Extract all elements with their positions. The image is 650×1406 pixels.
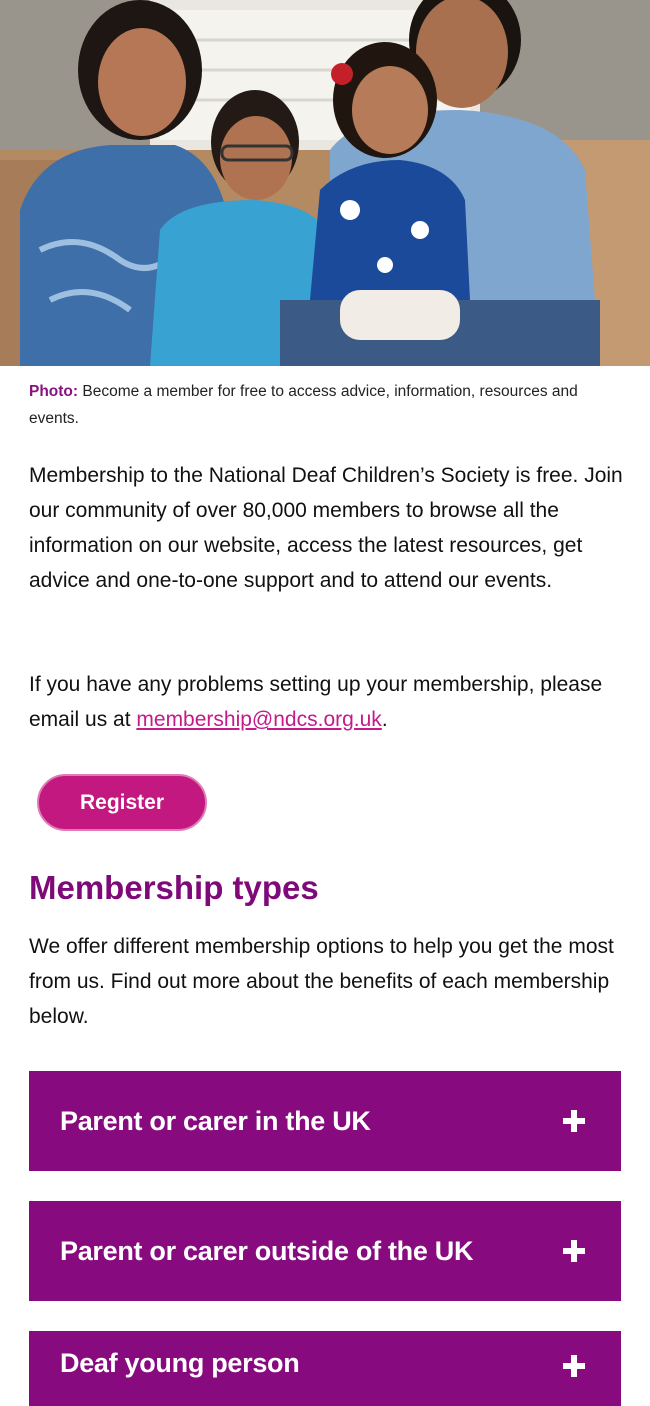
help-text: If you have any problems setting up your membership, please email us at xyxy=(29,673,603,731)
membership-types-title: Membership types xyxy=(29,869,319,906)
accordion-label: Parent or carer outside of the UK xyxy=(60,1235,474,1266)
photo-caption-text: Become a member for free to access advice, information, resources and events. xyxy=(29,383,578,427)
family-photo-illustration xyxy=(0,0,650,366)
accordion-parent-carer-outside-uk[interactable] xyxy=(29,1201,621,1301)
membership-types-description: We offer different membership options to help you get the most from us. Find out more about the benefits of each membership below. xyxy=(29,935,614,1028)
accordion-label: Deaf young person xyxy=(60,1348,300,1378)
photo-caption-label: Photo: xyxy=(29,383,79,400)
intro-paragraph: Membership to the National Deaf Children’s Society is free. Join our community of over 80,000 members to browse all the information on our website, access the latest resources, get advice and one-to-one support and to attend our events. xyxy=(29,464,623,592)
help-paragraph xyxy=(29,667,625,737)
hero-photo xyxy=(0,0,650,366)
photo-caption xyxy=(29,378,624,432)
membership-email-link[interactable]: membership@ndcs.org.uk xyxy=(136,708,382,731)
accordion-parent-carer-uk[interactable] xyxy=(29,1071,621,1171)
plus-icon xyxy=(563,1110,585,1132)
help-suffix: . xyxy=(381,708,388,731)
accordion-deaf-young-person[interactable] xyxy=(29,1331,621,1406)
accordion-label: Parent or carer in the UK xyxy=(60,1105,371,1136)
plus-icon xyxy=(563,1355,585,1377)
plus-icon xyxy=(563,1240,585,1262)
register-button[interactable]: Register xyxy=(37,774,207,831)
